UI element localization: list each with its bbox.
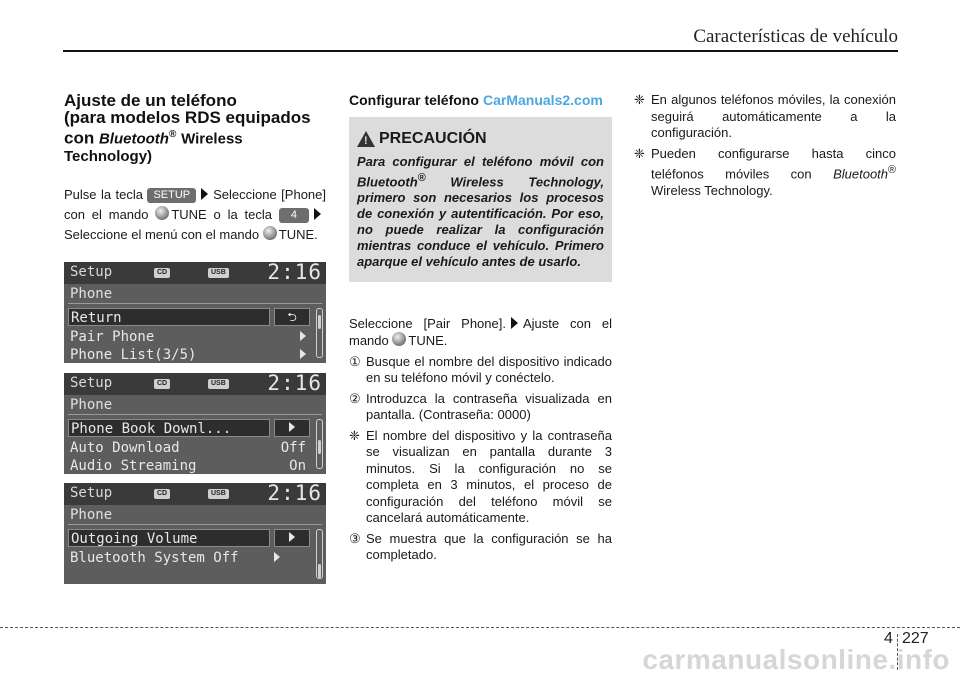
- screen-title: Setup: [70, 264, 113, 280]
- scrollbar-thumb[interactable]: [318, 564, 321, 578]
- usb-icon: USB: [208, 268, 229, 278]
- menu-item-bluetooth-system-off[interactable]: Bluetooth System Off: [68, 549, 310, 567]
- usb-icon: USB: [208, 489, 229, 499]
- scrollbar-thumb[interactable]: [318, 440, 321, 454]
- scrollbar[interactable]: [316, 308, 323, 358]
- caution-heading: ! PRECAUCIÓN: [357, 131, 604, 148]
- screen-clock: 2:16: [267, 371, 322, 395]
- cd-icon: CD: [154, 268, 170, 278]
- tune-knob-icon: [392, 332, 406, 346]
- select-pair-phone-paragraph: Seleccione [Pair Phone]. Ajuste con el mando TUNE.: [349, 315, 612, 349]
- chapter-number: 4: [884, 630, 893, 647]
- screen-clock: 2:16: [267, 481, 322, 505]
- menu-item-phone-book-download[interactable]: Phone Book Downl...: [68, 419, 270, 437]
- arrow-right-icon: [511, 317, 518, 329]
- tune-knob-icon: [263, 226, 277, 240]
- screen-divider: [68, 414, 322, 415]
- menu-item-auto-download[interactable]: Auto Download Off: [70, 440, 306, 456]
- arrow-right-icon: [314, 208, 321, 220]
- column-1: [64, 92, 326, 245]
- header-rule: [63, 50, 898, 52]
- step-2: ② Introduzca la contraseña visualizada en pantalla. (Contraseña: 0000): [349, 390, 612, 423]
- running-head: Características de vehículo: [693, 26, 898, 47]
- step-3: ③ Se muestra que la configuración se ha completado.: [349, 530, 612, 563]
- chevron-right-icon: [300, 346, 306, 364]
- screen-subtitle: Phone: [70, 507, 113, 523]
- tune-knob-icon: [155, 206, 169, 220]
- scrollbar[interactable]: [316, 529, 323, 579]
- arrow-right-icon: [201, 188, 208, 200]
- cd-icon: CD: [154, 489, 170, 499]
- chevron-right-icon[interactable]: [274, 419, 310, 437]
- footer-rule: [0, 627, 960, 628]
- chevron-right-icon: [300, 328, 306, 346]
- screen-divider: [68, 303, 322, 304]
- menu-item-pair-phone[interactable]: Pair Phone: [68, 328, 310, 346]
- menu-item-phone-list[interactable]: Phone List(3/5): [68, 346, 310, 364]
- screen-subtitle: Phone: [70, 286, 113, 302]
- setting-value: Off: [280, 440, 306, 456]
- column-2: [349, 92, 612, 564]
- scrollbar-thumb[interactable]: [318, 315, 321, 329]
- setup-screen-3: [64, 483, 326, 584]
- screen-title: Setup: [70, 375, 113, 391]
- screen-subtitle: Phone: [70, 397, 113, 413]
- menu-item-return[interactable]: Return: [68, 308, 270, 326]
- cd-icon: CD: [154, 379, 170, 389]
- screen-title: Setup: [70, 485, 113, 501]
- page-number: 227: [902, 630, 929, 647]
- scrollbar[interactable]: [316, 419, 323, 469]
- step-1: ① Busque el nombre del dispositivo indicado en su teléfono móvil y conéctelo.: [349, 353, 612, 386]
- note-1: ❈ En algunos teléfonos móviles, la conexión seguirá automáticamente a la configuración.: [634, 92, 896, 140]
- chevron-right-icon: [274, 549, 280, 567]
- note: ❈ El nombre del dispositivo y la contraseña se visualizan en pantalla durante 3 minutos. Si la configuración no se completa en 3 minutos, el proceso de configuración del teléfono móvil se cancelará automáticamente.: [349, 427, 612, 526]
- return-icon[interactable]: ⮌: [274, 308, 310, 326]
- menu-item-outgoing-volume[interactable]: Outgoing Volume: [68, 529, 270, 547]
- watermark-carmanualsonline: carmanualsonline.info: [642, 644, 950, 675]
- screen-clock: 2:16: [267, 260, 322, 284]
- caution-box: [349, 117, 612, 282]
- section-title: Ajuste de un teléfono (para modelos RDS equipados con Bluetooth® Wireless Technology): [64, 91, 311, 165]
- usb-icon: USB: [208, 379, 229, 389]
- column-3: [634, 92, 896, 199]
- menu-item-audio-streaming[interactable]: Audio Streaming On: [70, 458, 306, 474]
- chevron-right-icon[interactable]: [274, 529, 310, 547]
- setup-screen-1: [64, 262, 326, 363]
- warning-triangle-icon: [357, 131, 375, 147]
- instructions-paragraph: Pulse la tecla SETUP Seleccione [Phone] con el mando TUNE o la tecla 4Seleccione el menú con el mando TUNE.: [64, 186, 326, 242]
- watermark-carmanuals: CarManuals2.com: [483, 92, 603, 108]
- setup-key-badge: SETUP: [147, 188, 196, 203]
- section-title: Configurar teléfono: [349, 92, 479, 108]
- setting-value: On: [289, 458, 306, 474]
- note-2: ❈ Pueden configurarse hasta cinco teléfonos móviles con Bluetooth® Wireless Technology.: [634, 145, 896, 198]
- setup-screen-2: [64, 373, 326, 474]
- key-4-badge: 4: [279, 208, 309, 223]
- caution-text: Para configurar el teléfono móvil con Bluetooth® Wireless Technology, primero son necesarios los procesos de conexión y autentificación. Por eso, no puede realizar la configuración mientras conduce el vehículo. Primero aparque el vehículo antes de usarlo.: [357, 153, 604, 269]
- screen-divider: [68, 524, 322, 525]
